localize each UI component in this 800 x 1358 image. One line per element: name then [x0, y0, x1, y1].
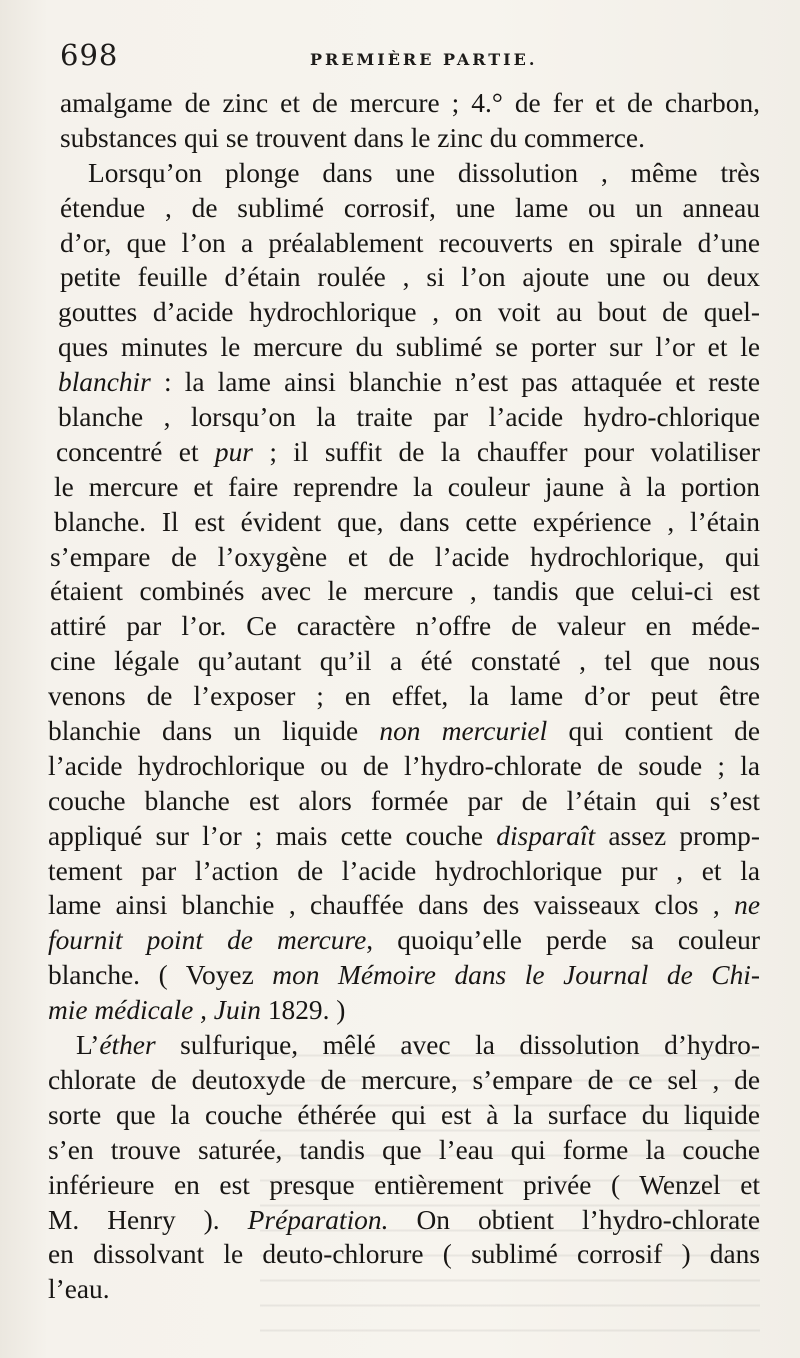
text-line [48, 609, 760, 644]
text-segment: amalgame de zinc et de mercure ; 4.° de fer et de charbon, [60, 88, 760, 118]
text-segment: M. Henry ). [48, 1204, 248, 1235]
text-line [48, 888, 760, 923]
text-line [48, 714, 760, 749]
page-number: 698 [60, 38, 119, 72]
text-segment: ; il suffit de la chauffer pour volatiliser [252, 436, 760, 467]
text-line [48, 260, 760, 295]
text-segment: étaient combinés avec le mercure , tandis que celui-ci est [50, 576, 760, 607]
italic-segment: non mercuriel [379, 716, 548, 747]
italic-segment: fournit point de mercure [48, 925, 367, 956]
text-segment: assez promp- [595, 820, 760, 851]
text-segment: étendue , de sublimé corrosif, une lame ou un anneau [60, 192, 760, 223]
text-line [48, 923, 760, 958]
text-line [48, 1028, 760, 1063]
text-line [48, 679, 760, 714]
text-segment: sorte que la couche éthérée qui est à la surface du liquide [48, 1099, 760, 1130]
text-line [48, 749, 760, 784]
page-header [60, 36, 755, 76]
text-line [48, 191, 760, 226]
text-line [48, 330, 760, 365]
text-segment: s’en trouve saturée, tandis que l’eau qui forme la couche [48, 1134, 760, 1165]
text-line [48, 574, 760, 609]
text-segment: l’eau. [48, 1274, 110, 1305]
text-line [48, 854, 760, 889]
text-segment: tement par l’action de l’acide hydrochlorique pur , et la [48, 855, 760, 886]
text-line [48, 784, 760, 819]
text-segment: attiré par l’or. Ce caractère n’offre de valeur en méde- [50, 611, 760, 642]
text-line [48, 470, 760, 505]
text-line [48, 958, 760, 993]
text-line [48, 121, 760, 156]
italic-segment: ne [734, 890, 760, 921]
text-segment: On obtient l’hydro-chlorate [388, 1204, 760, 1235]
text-segment: appliqué sur l’or ; mais cette couche [48, 820, 497, 851]
italic-segment: mon Mémoire dans le Journal de Chi- [272, 960, 760, 991]
text-line [48, 226, 760, 261]
text-segment: inférieure en est presque entièrement privée ( Wenzel et [48, 1169, 760, 1200]
text-segment: qui contient de [547, 716, 760, 747]
text-segment: chlorate de deutoxyde de mercure, s’empare de ce sel , de [48, 1064, 760, 1095]
text-segment: petite feuille d’étain roulée , si l’on ajoute une ou deux [60, 262, 760, 293]
text-line [48, 400, 760, 435]
text-segment: blanche , lorsqu’on la traite par l’acide hydro-chlorique [58, 402, 760, 433]
text-segment: le mercure et faire reprendre la couleur jaune à la portion [54, 471, 760, 502]
italic-segment: mie médicale , Juin [48, 995, 261, 1026]
text-line [48, 819, 760, 854]
text-line [48, 86, 760, 121]
text-line [48, 505, 760, 540]
italic-segment: blanchir [58, 367, 151, 398]
body-text [48, 86, 760, 1307]
text-line [48, 1133, 760, 1168]
text-line [48, 540, 760, 575]
italic-segment: Préparation. [247, 1204, 389, 1235]
text-segment: sulfurique, mêlé avec la dissolution d’hydro- [155, 1030, 760, 1061]
text-line [48, 435, 760, 470]
text-segment: d’or, que l’on a préalablement recouverts en spirale d’une [60, 227, 760, 258]
text-segment: concentré et [56, 436, 215, 467]
running-head: PREMIÈRE PARTIE. [310, 50, 538, 69]
text-line [48, 156, 760, 191]
italic-segment: éther [99, 1030, 156, 1061]
text-line [48, 993, 760, 1028]
text-segment: ques minutes le mercure du sublimé se porter sur l’or et le [58, 332, 760, 363]
text-line [48, 1203, 760, 1238]
text-segment: couche blanche est alors formée par de l’étain qui s’est [48, 785, 760, 816]
text-segment: blanche. Il est évident que, dans cette expérience , l’étain [54, 506, 760, 537]
text-line [48, 1063, 760, 1098]
text-segment: Lorsqu’on plonge dans une dissolution , même très [88, 157, 760, 188]
text-segment: : la lame ainsi blanchie n’est pas attaquée et reste [150, 367, 760, 398]
text-line [48, 1168, 760, 1203]
text-segment: en dissolvant le deuto-chlorure ( sublimé corrosif ) dans [48, 1239, 760, 1270]
italic-segment: disparaît [496, 820, 596, 851]
text-segment: 1829. ) [260, 995, 346, 1026]
text-segment: l’acide hydrochlorique ou de l’hydro-chlorate de soude ; la [48, 750, 760, 781]
text-segment: L’ [76, 1030, 100, 1061]
text-segment: gouttes d’acide hydrochlorique , on voit au bout de quel- [58, 297, 760, 328]
text-segment: cine légale qu’autant qu’il a été constaté , tel que nous [50, 646, 760, 677]
text-segment: , quoiqu’elle perde sa couleur [366, 925, 760, 956]
text-segment: lame ainsi blanchie , chauffée dans des vaisseaux clos , [48, 890, 735, 921]
text-line [48, 365, 760, 400]
text-segment: substances qui se trouvent dans le zinc du commerce. [60, 122, 645, 153]
text-segment: blanche. ( Voyez [48, 960, 273, 991]
text-line [48, 1098, 760, 1133]
text-line [48, 1272, 760, 1307]
text-line [48, 1237, 760, 1272]
text-line [48, 295, 760, 330]
text-segment: venons de l’exposer ; en effet, la lame d’or peut être [48, 681, 760, 712]
italic-segment: pur [214, 436, 253, 467]
text-segment: s’empare de l’oxygène et de l’acide hydrochlorique, qui [50, 541, 760, 572]
text-line [48, 644, 760, 679]
text-segment: blanchie dans un liquide [48, 716, 380, 747]
